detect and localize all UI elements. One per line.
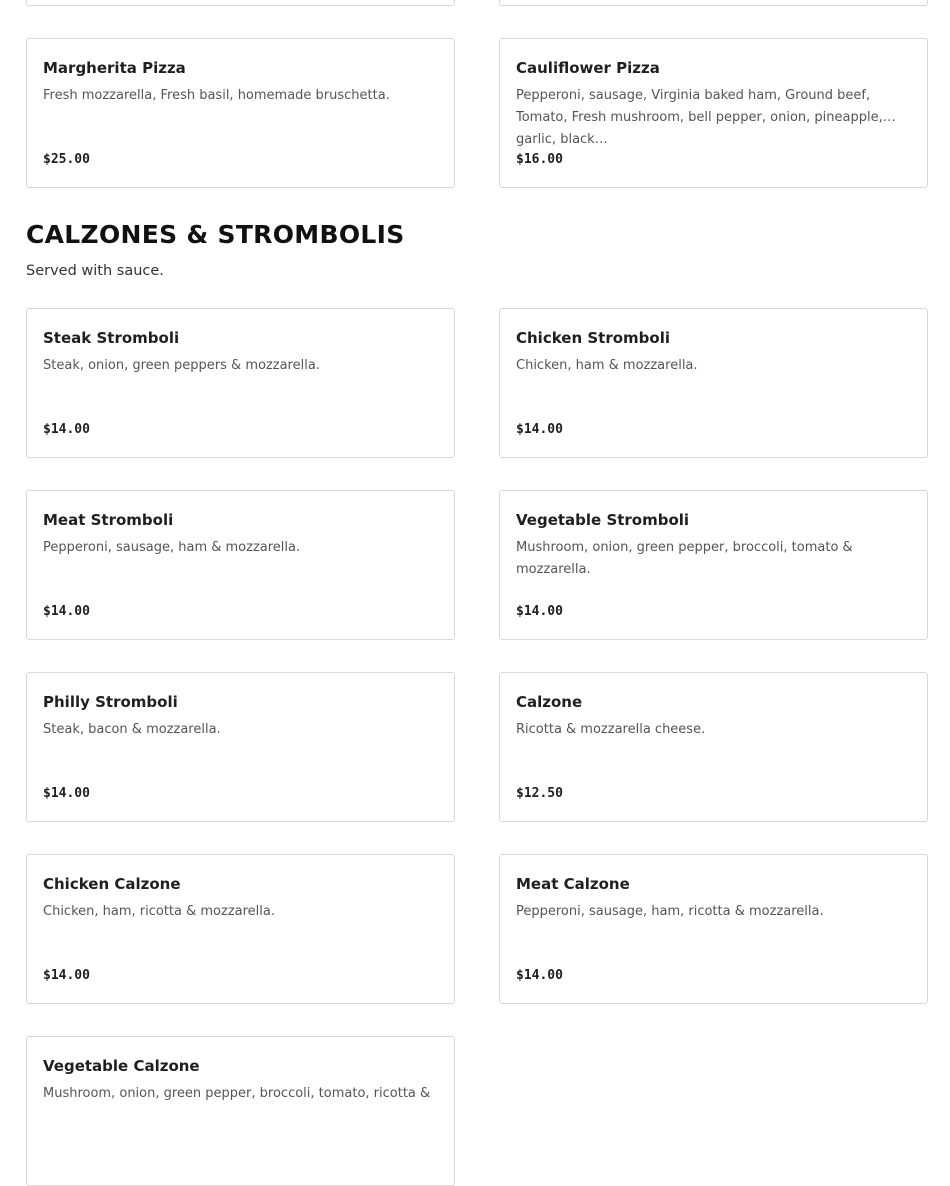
menu-item-price: $14.00 [43,604,90,619]
menu-item-name: Vegetable Calzone [43,1057,200,1075]
menu-item-card-margherita-pizza[interactable] [26,38,455,188]
menu-item-price: $14.00 [43,422,90,437]
menu-item-card-vegetable-calzone[interactable] [26,1036,455,1186]
menu-item-description: Steak, bacon & mozzarella. [43,722,221,737]
menu-item-name: Chicken Calzone [43,875,181,893]
menu-item-name: Philly Stromboli [43,693,178,711]
menu-item-name: Chicken Stromboli [516,329,670,347]
menu-item-name: Vegetable Stromboli [516,511,690,529]
menu-item-card-meat-calzone[interactable] [499,854,928,1004]
menu-item-price: $14.00 [516,604,563,619]
menu-item-card-partial[interactable] [26,0,455,6]
menu-item-name: Meat Stromboli [43,511,174,529]
menu-item-card-partial[interactable] [499,0,928,6]
menu-item-card-philly-stromboli[interactable] [26,672,455,822]
menu-item-price: $14.00 [43,786,90,801]
menu-item-description: Fresh mozzarella, Fresh basil, homemade bruschetta. [43,88,390,103]
menu-item-description: Ricotta & mozzarella cheese. [516,722,706,737]
menu-item-price: $14.00 [516,422,563,437]
menu-item-description: Pepperoni, sausage, ham & mozzarella. [43,540,301,555]
menu-item-description: Mushroom, onion, green pepper, broccoli, tomato & mozzarella. [516,540,853,577]
menu-item-description: Mushroom, onion, green pepper, broccoli, tomato, ricotta & [43,1086,431,1101]
menu-item-card-vegetable-stromboli[interactable] [499,490,928,640]
section-title: CALZONES & STROMBOLIS [26,220,405,249]
menu-item-card-steak-stromboli[interactable] [26,308,455,458]
menu-item-price: $14.00 [43,968,90,983]
menu-item-card-chicken-calzone[interactable] [26,854,455,1004]
menu-item-card-cauliflower-pizza[interactable] [499,38,928,188]
menu-item-card-calzone[interactable] [499,672,928,822]
menu-item-name: Meat Calzone [516,875,630,893]
menu-item-description: Pepperoni, sausage, Virginia baked ham, Ground beef, Tomato, Fresh mushroom, bell pepper, onion, pineapple, garlic, black… [516,88,883,147]
menu-item-price: $16.00 [516,152,563,167]
menu-item-description: Steak, onion, green peppers & mozzarella. [43,358,320,373]
menu-item-description: Chicken, ham, ricotta & mozzarella. [43,904,276,919]
menu-item-name: Margherita Pizza [43,59,186,77]
menu-item-name: Steak Stromboli [43,329,180,347]
menu-item-description: Pepperoni, sausage, ham, ricotta & mozzarella. [516,904,824,919]
menu-item-name: Cauliflower Pizza [516,59,660,77]
menu-item-card-meat-stromboli[interactable] [26,490,455,640]
menu-item-price: $12.50 [516,786,563,801]
menu-item-name: Calzone [516,693,583,711]
menu-item-description: Chicken, ham & mozzarella. [516,358,698,373]
menu-item-price: $14.00 [516,968,563,983]
menu-item-price: $25.00 [43,152,90,167]
section-subtitle: Served with sauce. [26,263,164,279]
menu-item-card-chicken-stromboli[interactable] [499,308,928,458]
